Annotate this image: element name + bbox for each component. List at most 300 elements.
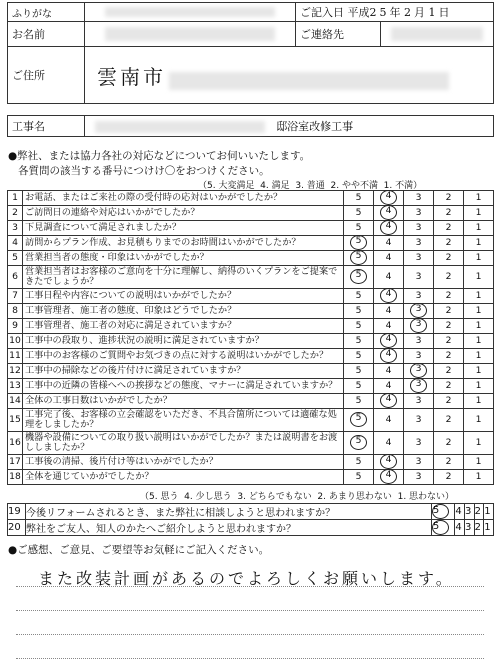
score-option-4[interactable]: [374, 409, 404, 432]
question-text: 工事管理者、施工者の態度、印象はどうでしたか？: [23, 304, 344, 319]
score-label: 1: [484, 506, 491, 517]
contact-label: ご連絡先: [296, 22, 381, 47]
score-option-3[interactable]: [404, 364, 434, 379]
score-label: 4: [385, 437, 392, 448]
question-row: [8, 236, 494, 251]
date-year: 25: [369, 6, 390, 19]
selected-circle-mark: [380, 454, 397, 469]
score-label: 3: [415, 437, 422, 448]
score-option-4[interactable]: [374, 432, 404, 455]
score-label: 5: [355, 235, 362, 246]
score-option-2[interactable]: [434, 206, 464, 221]
score-label: 3: [415, 207, 422, 218]
question-text: 全体を通じていかがでしたか？: [23, 470, 344, 485]
score-label: 5: [355, 192, 362, 203]
score-label: 1: [475, 271, 482, 282]
question-number: 14: [8, 394, 23, 409]
score-label: 1: [475, 456, 482, 467]
score-label: 5: [355, 471, 362, 482]
score-option-1[interactable]: [464, 364, 494, 379]
score-option-1[interactable]: [464, 221, 494, 236]
score-label: 5: [355, 456, 362, 467]
score-option-5[interactable]: [344, 304, 374, 319]
score-label: 2: [445, 335, 452, 346]
score-option-2[interactable]: [434, 236, 464, 251]
selected-circle-mark: [380, 348, 397, 363]
question-number: 6: [8, 266, 23, 289]
score-option-1[interactable]: [464, 470, 494, 485]
score-option-2[interactable]: [434, 266, 464, 289]
date-day: 1: [428, 6, 439, 19]
score-option-4[interactable]: [374, 266, 404, 289]
score-label: 2: [445, 222, 452, 233]
question-text: お電話、またはご来社の際の受付時の応対はいかがでしたか？: [23, 191, 344, 206]
score-label: 3: [465, 506, 472, 517]
question-row: [8, 289, 494, 304]
score-option-4[interactable]: [374, 455, 404, 470]
score-label: 3: [415, 318, 422, 329]
selected-circle-mark: [410, 318, 427, 333]
question-number: 10: [8, 334, 23, 349]
question-number: 17: [8, 455, 23, 470]
question-number: 2: [8, 206, 23, 221]
score-label: 5: [355, 222, 362, 233]
score-option-1[interactable]: [464, 432, 494, 455]
question-number: 3: [8, 221, 23, 236]
score-option-1[interactable]: [464, 334, 494, 349]
score-label: 2: [474, 522, 482, 533]
score-label: 3: [415, 378, 422, 389]
score-label: 3: [415, 350, 422, 361]
selected-circle-mark: [380, 333, 397, 348]
score-option-1[interactable]: [484, 520, 494, 536]
question-row: [8, 520, 494, 536]
score-label: 3: [415, 252, 422, 263]
score-option-2[interactable]: [434, 304, 464, 319]
question-row: [8, 251, 494, 266]
furigana-label: ふりがな: [8, 3, 85, 22]
score-label: 4: [385, 305, 392, 316]
score-option-4[interactable]: [374, 304, 404, 319]
question-text: 工事中の近隣の皆様へへの挨拶などの態度、マナーに満足されていますか？: [23, 379, 344, 394]
score-option-3[interactable]: [404, 221, 434, 236]
score-label: 1: [475, 380, 482, 391]
score-label: 1: [475, 320, 482, 331]
comments-area: [8, 556, 492, 664]
score-label: 2: [445, 271, 452, 282]
score-option-4[interactable]: [374, 221, 404, 236]
score-label: 5: [355, 290, 362, 301]
score-label: 4: [455, 506, 462, 517]
score-option-3[interactable]: [404, 394, 434, 409]
score-label: 1: [475, 222, 482, 233]
score-label: 2: [445, 290, 452, 301]
work-name-cell: [85, 116, 494, 137]
score-label: 3: [415, 222, 422, 233]
score-option-5[interactable]: [431, 520, 455, 536]
address-value-cell: [85, 47, 494, 104]
score-option-5[interactable]: [344, 191, 374, 206]
score-label: 3: [415, 471, 422, 482]
score-option-5[interactable]: [344, 251, 374, 266]
score-option-5[interactable]: [431, 504, 455, 520]
score-label: 5: [355, 435, 362, 446]
score-label: 3: [415, 335, 422, 346]
score-label: 3: [415, 290, 422, 301]
score-option-1[interactable]: [464, 319, 494, 334]
score-label: 3: [415, 414, 422, 425]
score-label: 2: [474, 506, 482, 517]
question-text: 工事中のお客様のご質問やお気づきの点に対する説明はいかがでしたか？: [23, 349, 344, 364]
question-text: 機器や設備についての取り扱い説明はいかがでしたか？または説明書をお渡ししましたか？: [23, 432, 344, 455]
score-option-3[interactable]: [404, 266, 434, 289]
score-option-4[interactable]: [455, 520, 465, 536]
work-name-label: 工事名: [8, 116, 85, 137]
question-number: 4: [8, 236, 23, 251]
score-option-1[interactable]: [464, 236, 494, 251]
score-label: 2: [445, 320, 452, 331]
score-label: 5: [355, 350, 362, 361]
score-label: 1: [484, 522, 491, 533]
score-option-2[interactable]: [434, 364, 464, 379]
score-label: 1: [475, 471, 482, 482]
score-option-5[interactable]: [344, 221, 374, 236]
question-number: 15: [8, 409, 23, 432]
score-label: 4: [385, 333, 392, 344]
score-label: 2: [445, 350, 452, 361]
selected-circle-mark: [410, 378, 427, 393]
score-option-3[interactable]: [404, 455, 434, 470]
question-row: [8, 379, 494, 394]
score-option-4[interactable]: [374, 251, 404, 266]
question-text: 今後リフォームされるとき、また弊社に相談しようと思われますか？: [25, 504, 431, 520]
score-label: 4: [385, 271, 392, 282]
score-label: 4: [385, 252, 392, 263]
score-label: 2: [445, 207, 452, 218]
score-option-5[interactable]: [344, 432, 374, 455]
date-cell: [296, 3, 494, 22]
survey-table-2: [7, 503, 494, 536]
score-label: 2: [445, 414, 452, 425]
selected-circle-mark: [350, 250, 367, 265]
address-value: 雲南市: [97, 64, 166, 89]
score-option-4[interactable]: [374, 379, 404, 394]
question-number: 11: [8, 349, 23, 364]
score-label: 5: [432, 504, 440, 516]
selected-circle-mark: [350, 235, 367, 250]
score-label: 4: [385, 190, 392, 201]
score-option-4[interactable]: [374, 364, 404, 379]
score-option-3[interactable]: [404, 319, 434, 334]
question-number: 12: [8, 364, 23, 379]
score-option-1[interactable]: [464, 394, 494, 409]
question-row: [8, 455, 494, 470]
selected-circle-mark: [410, 363, 427, 378]
score-label: 1: [475, 335, 482, 346]
score-option-4[interactable]: [374, 236, 404, 251]
score-option-4[interactable]: [374, 206, 404, 221]
score-option-5[interactable]: [344, 470, 374, 485]
score-option-3[interactable]: [404, 470, 434, 485]
date-year-suffix: 年: [389, 6, 401, 19]
selected-circle-mark: [380, 205, 397, 220]
selected-circle-mark: [380, 190, 397, 205]
satisfaction-scale: （5. 大変満足 4. 満足 3. 普通 2. やや不満 1. 不満）: [198, 181, 423, 191]
score-label: 3: [415, 363, 422, 374]
question-row: [8, 364, 494, 379]
agreement-scale: （5. 思う 4. 少し思う 3. どちらでもない 2. あまり思わない 1. 思わない）: [140, 492, 455, 502]
score-option-4[interactable]: [374, 319, 404, 334]
score-option-4[interactable]: [374, 394, 404, 409]
question-text: 工事後の清掃、後片付け等はいかがでしたか？: [23, 455, 344, 470]
score-option-2[interactable]: [434, 470, 464, 485]
score-option-1[interactable]: [464, 289, 494, 304]
score-label: 4: [385, 380, 392, 391]
score-option-3[interactable]: [465, 504, 475, 520]
score-label: 5: [355, 207, 362, 218]
score-label: 2: [445, 237, 452, 248]
score-option-5[interactable]: [344, 364, 374, 379]
score-label: 5: [355, 412, 362, 423]
question-text: 訪問からプラン作成、お見積もりまでのお時間はいかがでしたか？: [23, 236, 344, 251]
score-label: 4: [385, 220, 392, 231]
address-label: ご住所: [8, 47, 85, 104]
score-option-3[interactable]: [404, 289, 434, 304]
score-label: 1: [475, 237, 482, 248]
score-label: 3: [465, 522, 472, 533]
score-option-1[interactable]: [464, 251, 494, 266]
question-row: [8, 191, 494, 206]
score-option-2[interactable]: [434, 349, 464, 364]
score-option-1[interactable]: [464, 304, 494, 319]
score-label: 3: [415, 303, 422, 314]
score-label: 5: [355, 395, 362, 406]
score-option-1[interactable]: [464, 349, 494, 364]
contact-value: [381, 22, 494, 47]
question-text: 工事管理者、施工者の対応に満足されていますか？: [23, 319, 344, 334]
question-number: 7: [8, 289, 23, 304]
score-label: 4: [455, 522, 462, 533]
score-label: 1: [475, 290, 482, 301]
score-option-5[interactable]: [344, 334, 374, 349]
score-option-5[interactable]: [344, 379, 374, 394]
score-label: 4: [385, 288, 392, 299]
score-option-4[interactable]: [374, 334, 404, 349]
intro-line-2: 各質問の該当する番号につけけ〇をおつけください。: [18, 165, 270, 177]
score-option-3[interactable]: [404, 191, 434, 206]
score-label: 1: [475, 207, 482, 218]
score-option-5[interactable]: [344, 349, 374, 364]
selected-circle-mark: [380, 469, 397, 484]
score-label: 2: [445, 395, 452, 406]
name-value: [85, 22, 296, 47]
score-option-5[interactable]: [344, 206, 374, 221]
score-option-3[interactable]: [404, 304, 434, 319]
score-label: 4: [385, 348, 392, 359]
selected-circle-mark: [380, 393, 397, 408]
work-name-table: [7, 115, 494, 137]
score-label: 5: [355, 320, 362, 331]
score-label: 4: [385, 414, 392, 425]
selected-circle-mark: [350, 412, 367, 427]
score-option-4[interactable]: [374, 349, 404, 364]
comment-line: [16, 658, 484, 659]
score-label: 1: [475, 395, 482, 406]
question-row: [8, 319, 494, 334]
question-row: [8, 470, 494, 485]
selected-circle-mark: [380, 220, 397, 235]
comment-line: [16, 586, 484, 587]
score-option-1[interactable]: [464, 455, 494, 470]
score-option-3[interactable]: [404, 349, 434, 364]
score-option-2[interactable]: [434, 455, 464, 470]
score-option-4[interactable]: [374, 191, 404, 206]
score-option-2[interactable]: [434, 409, 464, 432]
question-text: 工事中の段取り、進捗状況の説明に満足されていますか？: [23, 334, 344, 349]
score-option-2[interactable]: [434, 334, 464, 349]
question-number: 16: [8, 432, 23, 455]
work-name-redacted: [95, 121, 265, 133]
score-label: 3: [415, 192, 422, 203]
score-label: 1: [475, 252, 482, 263]
score-label: 2: [445, 252, 452, 263]
question-text: 工事中の掃除などの後片付けに満足されていますか？: [23, 364, 344, 379]
selected-circle-mark: [350, 269, 367, 284]
score-label: 2: [445, 192, 452, 203]
score-option-3[interactable]: [404, 251, 434, 266]
score-option-5[interactable]: [344, 455, 374, 470]
furigana-value: [85, 3, 296, 22]
score-label: 2: [445, 437, 452, 448]
customer-info-table: [7, 2, 494, 104]
question-number: 13: [8, 379, 23, 394]
survey-table: [7, 190, 494, 485]
score-option-2[interactable]: [434, 221, 464, 236]
score-label: 1: [475, 305, 482, 316]
question-number: 5: [8, 251, 23, 266]
selected-circle-mark: [350, 435, 367, 450]
question-row: [8, 409, 494, 432]
question-text: 全体の工事日数はいかがでしたか？: [23, 394, 344, 409]
score-option-5[interactable]: [344, 266, 374, 289]
comments-label: ●ご感想、ご意見、ご要望等お気軽にご記入ください。: [8, 544, 270, 556]
score-label: 2: [445, 305, 452, 316]
question-number: 1: [8, 191, 23, 206]
score-option-3[interactable]: [404, 432, 434, 455]
score-label: 5: [355, 305, 362, 316]
question-text: 工事日程や内容についての説明はいかがでしたか？: [23, 289, 344, 304]
score-option-5[interactable]: [344, 319, 374, 334]
score-option-1[interactable]: [484, 504, 494, 520]
question-row: [8, 206, 494, 221]
question-row: [8, 304, 494, 319]
score-label: 5: [355, 335, 362, 346]
score-label: 4: [385, 469, 392, 480]
date-month-suffix: 月: [414, 6, 425, 19]
question-text: 工事完了後、お客様の立会確認をいただき、不具合箇所については適確な処理をしましたか？: [23, 409, 344, 432]
score-label: 1: [475, 414, 482, 425]
question-text: 弊社をご友人、知人のかたへご紹介しようと思われますか？: [25, 520, 431, 536]
score-option-5[interactable]: [344, 289, 374, 304]
score-label: 1: [475, 437, 482, 448]
score-option-3[interactable]: [404, 206, 434, 221]
score-option-2[interactable]: [434, 379, 464, 394]
score-option-2[interactable]: [434, 289, 464, 304]
score-label: 5: [355, 365, 362, 376]
score-option-1[interactable]: [464, 206, 494, 221]
score-option-2[interactable]: [434, 191, 464, 206]
question-row: [8, 504, 494, 520]
selected-circle-mark: [432, 504, 449, 519]
question-row: [8, 432, 494, 455]
selected-circle-mark: [380, 288, 397, 303]
score-option-2[interactable]: [434, 432, 464, 455]
score-option-2[interactable]: [434, 251, 464, 266]
score-option-5[interactable]: [344, 236, 374, 251]
score-label: 4: [385, 365, 392, 376]
score-option-5[interactable]: [344, 394, 374, 409]
score-option-4[interactable]: [374, 470, 404, 485]
score-label: 1: [475, 365, 482, 376]
score-label: 2: [445, 471, 452, 482]
score-label: 4: [385, 320, 392, 331]
score-option-3[interactable]: [404, 409, 434, 432]
question-text: 下見調査について満足されましたか？: [23, 221, 344, 236]
score-label: 4: [385, 454, 392, 465]
question-row: [8, 266, 494, 289]
score-label: 2: [445, 456, 452, 467]
score-option-2[interactable]: [434, 319, 464, 334]
score-option-3[interactable]: [404, 334, 434, 349]
score-option-4[interactable]: [374, 289, 404, 304]
question-row: [8, 334, 494, 349]
score-option-3[interactable]: [404, 236, 434, 251]
score-option-2[interactable]: [434, 394, 464, 409]
score-label: 3: [415, 395, 422, 406]
score-label: 5: [432, 520, 440, 532]
score-option-2[interactable]: [474, 520, 484, 536]
comment-line: [16, 610, 484, 611]
comments-text: また改装計画があるのでよろしくお願いします。: [38, 569, 455, 588]
score-option-3[interactable]: [404, 379, 434, 394]
score-option-1[interactable]: [464, 409, 494, 432]
address-redacted: [169, 72, 449, 90]
name-label: お名前: [8, 22, 85, 47]
score-option-1[interactable]: [464, 266, 494, 289]
score-option-1[interactable]: [464, 191, 494, 206]
score-label: 4: [385, 205, 392, 216]
question-number: 20: [8, 520, 26, 536]
question-text: 営業担当者はお客様のご意向を十分に理解し、納得のいくプランをご提案できたでしょうか？: [23, 266, 344, 289]
score-label: 1: [475, 192, 482, 203]
score-option-2[interactable]: [474, 504, 484, 520]
question-text: ご訪問日の連絡や対応はいかがでしたか？: [23, 206, 344, 221]
date-day-suffix: 日: [438, 6, 450, 19]
score-option-4[interactable]: [455, 504, 465, 520]
date-month: 2: [404, 6, 414, 19]
comment-line: [16, 634, 484, 635]
score-option-1[interactable]: [464, 379, 494, 394]
score-label: 3: [415, 456, 422, 467]
intro-line-1: ●弊社、または協力各社の対応などについてお伺いいたします。: [8, 150, 311, 162]
question-row: [8, 221, 494, 236]
score-label: 5: [355, 380, 362, 391]
question-number: 9: [8, 319, 23, 334]
selected-circle-mark: [410, 303, 427, 318]
score-option-5[interactable]: [344, 409, 374, 432]
question-number: 19: [8, 504, 26, 520]
score-option-3[interactable]: [465, 520, 475, 536]
